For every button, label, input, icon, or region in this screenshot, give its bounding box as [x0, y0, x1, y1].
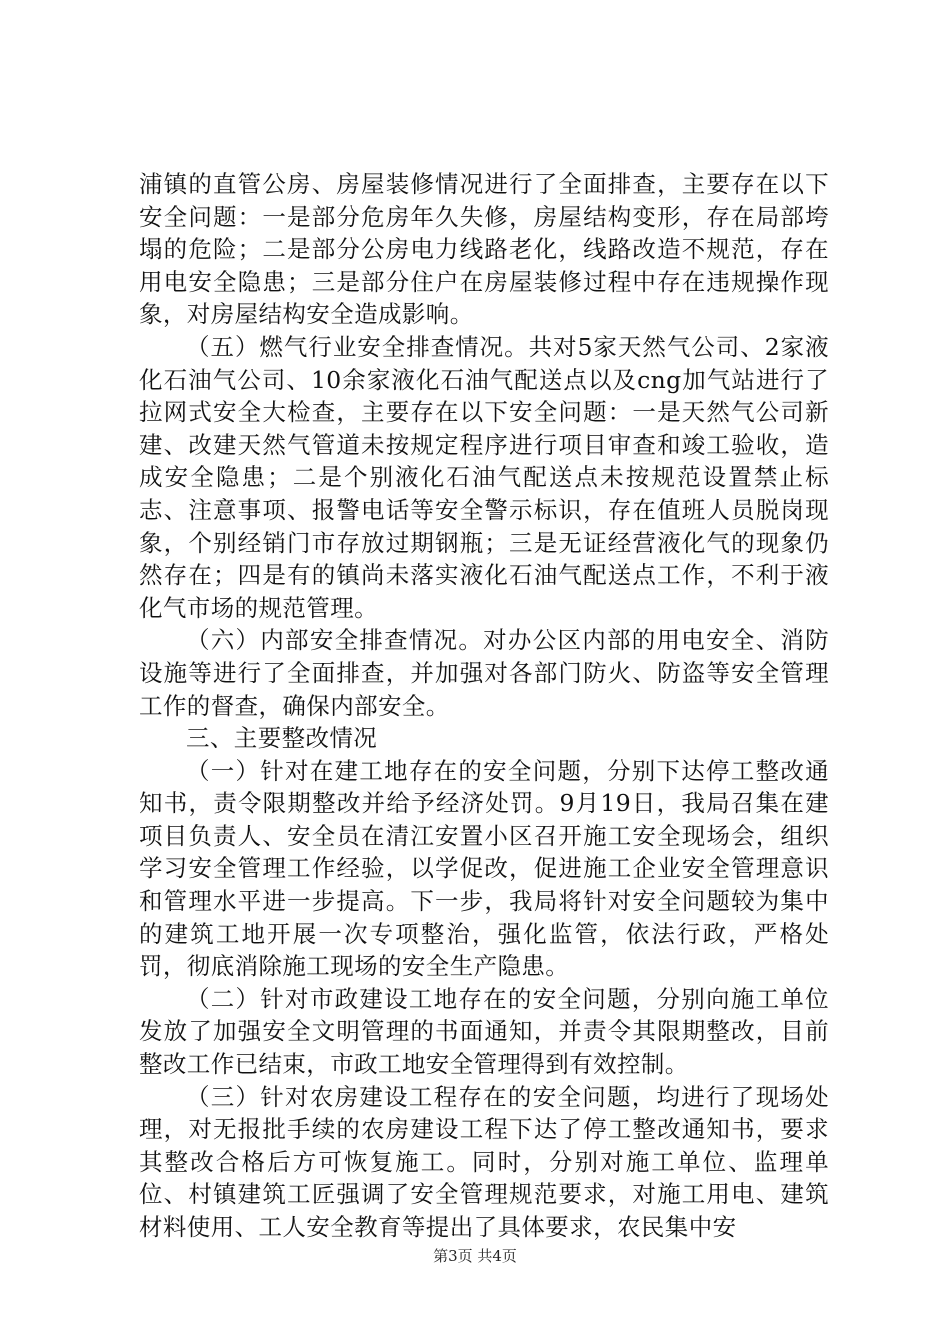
page-number-label: 第3页 共4页 — [433, 1247, 517, 1265]
paragraph-construction-sites: （一）针对在建工地存在的安全问题，分别下达停工整改通知书，责令限期整改并给予经济处罚。9月19日，我局召集在建项目负责人、安全员在清江安置小区召开施工安全现场会，组织学习安全管理工作经验，以学促改，促进施工企业安全管理意识和管理水平进一步提高。下一步，我局将针对安全问题较为集中的建筑工地开展一次专项整治，强化监管，依法行政，严格处罚，彻底消除施工现场的安全生产隐患。 — [139, 756, 829, 981]
paragraph-municipal-sites: （二）针对市政建设工地存在的安全问题，分别向施工单位发放了加强安全文明管理的书面通知，并责令其限期整改，目前整改工作已结束，市政工地安全管理得到有效控制。 — [139, 984, 829, 1079]
paragraph-gas-inspection: （五）燃气行业安全排查情况。共对5家天然气公司、2家液化石油气公司、10余家液化石油气配送点以及cng加气站进行了拉网式安全大检查，主要存在以下安全问题：一是天然气公司新建、改建天然气管道未按规定程序进行项目审查和竣工验收，造成安全隐患；二是个别液化石油气配送点未按规范设置禁止标志、注意事项、报警电话等安全警示标识，存在值班人员脱岗现象，个别经销门市存放过期钢瓶；三是无证经营液化气的现象仍然存在；四是有的镇尚未落实液化石油气配送点工作，不利于液化气市场的规范管理。 — [139, 332, 829, 622]
document-body — [139, 168, 829, 1244]
section-heading-rectification: 三、主要整改情况 — [186, 724, 378, 753]
paragraph-continuation: 浦镇的直管公房、房屋装修情况进行了全面排查，主要存在以下安全问题：一是部分危房年久失修，房屋结构变形，存在局部垮塌的危险；二是部分公房电力线路老化，线路改造不规范，存在用电安全隐患；三是部分住户在房屋装修过程中存在违规操作现象，对房屋结构安全造成影响。 — [139, 170, 829, 329]
paragraph-internal-inspection: （六）内部安全排查情况。对办公区内部的用电安全、消防设施等进行了全面排查，并加强对各部门防火、防盗等安全管理工作的督查，确保内部安全。 — [139, 626, 829, 720]
paragraph-rural-housing: （三）针对农房建设工程存在的安全问题，均进行了现场处理，对无报批手续的农房建设工程下达了停工整改通知书，要求其整改合格后方可恢复施工。同时，分别对施工单位、监理单位、村镇建筑工匠强调了安全管理规范要求，对施工用电、建筑材料使用、工人安全教育等提出了具体要求，农民集中安 — [139, 1082, 829, 1241]
page-footer — [0, 1245, 950, 1266]
